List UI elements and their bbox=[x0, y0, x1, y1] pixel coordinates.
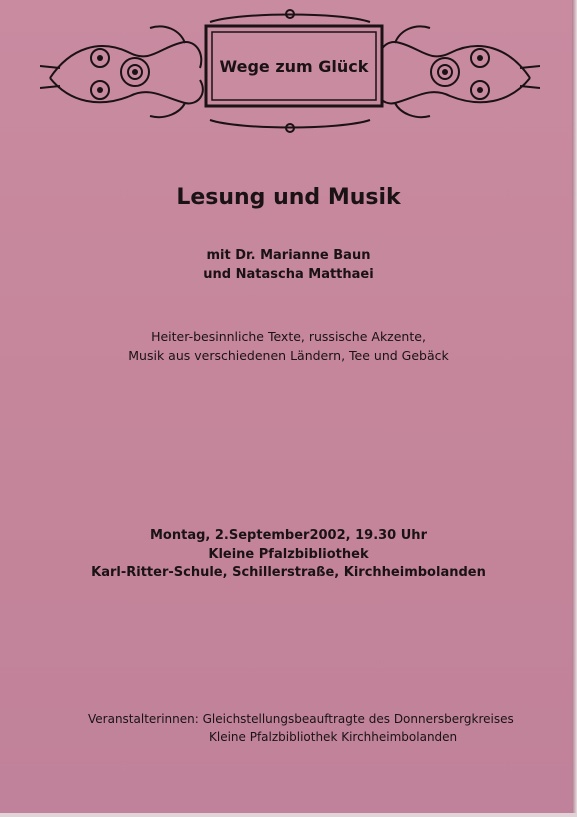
event-venue: Kleine Pfalzbibliothek bbox=[208, 546, 369, 562]
event-address: Karl-Ritter-Schule, Schillerstraße, Kirchheimbolanden bbox=[91, 565, 486, 580]
ornament-title: Wege zum Glück bbox=[219, 56, 369, 76]
description-line-1: Heiter-besinnliche Texte, russische Akzente, bbox=[151, 329, 426, 344]
author-line-1: mit Dr. Marianne Baun bbox=[206, 248, 371, 263]
organizer-2: Kleine Pfalzbibliothek Kirchheimbolanden bbox=[209, 730, 458, 744]
description-line-2: Musik aus verschiedenen Ländern, Tee und Gebäck bbox=[128, 348, 449, 363]
author-line-2: und Natascha Matthaei bbox=[203, 267, 374, 282]
event-details bbox=[0, 527, 577, 583]
event-date-time: Montag, 2.September2002, 19.30 Uhr bbox=[150, 528, 427, 543]
paper-edge-bottom bbox=[0, 813, 577, 817]
paper-edge-right bbox=[572, 0, 577, 817]
authors-block bbox=[0, 246, 577, 284]
organizer-block bbox=[88, 710, 514, 746]
organizer-line-1 bbox=[88, 710, 514, 728]
description-block bbox=[0, 327, 577, 365]
ornament-title-box bbox=[206, 26, 382, 106]
page-heading: Lesung und Musik bbox=[176, 185, 401, 210]
organizer-label: Veranstalterinnen: bbox=[88, 712, 199, 726]
organizer-1: Gleichstellungsbeauftragte des Donnersbergkreises bbox=[202, 712, 514, 726]
